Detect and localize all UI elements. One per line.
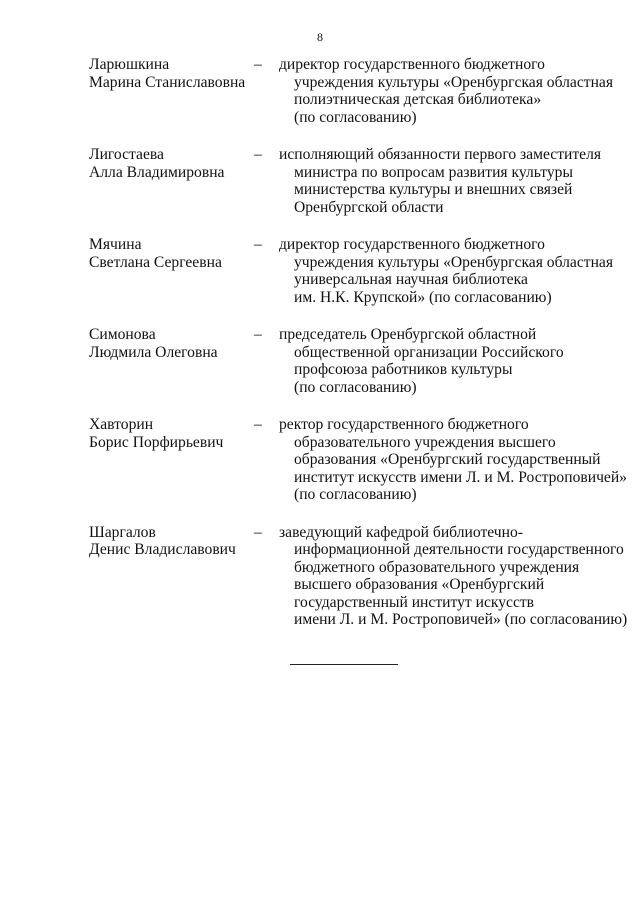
separator-dash: –	[254, 523, 262, 541]
member-role	[279, 56, 619, 126]
member-surname: Симонова	[89, 326, 156, 343]
member-given-names: Светлана Сергеевна	[89, 253, 222, 271]
member-given-names: Борис Порфирьевич	[89, 433, 224, 451]
role-line: информационной деятельности государственного	[294, 541, 624, 558]
separator-dash: –	[254, 236, 262, 253]
separator-dash: –	[254, 326, 262, 343]
member-entry	[89, 326, 619, 396]
member-entry	[89, 236, 619, 306]
member-given-names: Денис Владиславович	[89, 541, 236, 558]
role-line: образовательного учреждения высшего	[294, 433, 556, 451]
separator-dash: –	[254, 56, 262, 73]
member-surname: Мячина	[89, 236, 142, 253]
role-line: учреждения культуры «Оренбургская областная	[294, 73, 614, 91]
member-entry	[89, 146, 619, 216]
role-line: председатель Оренбургской областной	[279, 326, 537, 343]
member-surname: Лигостаева	[89, 146, 164, 163]
role-line: министерства культуры и внешних связей	[294, 181, 573, 198]
member-name	[89, 56, 254, 126]
role-line: им. Н.К. Крупской» (по согласованию)	[294, 288, 552, 306]
member-entry	[89, 56, 619, 126]
role-line: исполняющий обязанности первого заместителя	[279, 146, 602, 163]
role-line: заведующий кафедрой библиотечно-	[279, 523, 523, 541]
end-of-list-rule	[290, 664, 398, 665]
role-line: (по согласованию)	[294, 108, 417, 126]
role-line: (по согласованию)	[294, 378, 417, 396]
member-role	[279, 146, 619, 216]
role-line: Оренбургской области	[294, 198, 444, 216]
page-number: 8	[317, 30, 323, 44]
member-name	[89, 146, 254, 216]
role-line: общественной организации Российского	[294, 343, 564, 361]
role-line: профсоюза работников культуры	[294, 361, 513, 378]
role-line: институт искусств имени Л. и М. Ростроповичей»	[294, 468, 627, 486]
member-name	[89, 326, 254, 396]
member-entry	[89, 416, 627, 504]
member-role	[279, 236, 619, 306]
role-line: универсальная научная библиотека	[294, 271, 528, 288]
role-line: ректор государственного бюджетного	[279, 416, 529, 433]
member-list	[89, 56, 628, 629]
member-name	[89, 416, 254, 504]
member-surname: Хавторин	[89, 416, 154, 433]
member-role	[279, 524, 627, 629]
member-name	[89, 524, 254, 629]
role-line: имени Л. и М. Ростроповичей» (по согласованию)	[294, 611, 628, 628]
member-surname: Шаргалов	[89, 523, 156, 541]
member-entry	[89, 523, 628, 629]
role-line: государственный институт искусств	[294, 593, 535, 611]
role-line: министра по вопросам развития культуры	[294, 163, 573, 181]
separator-dash: –	[254, 416, 262, 433]
separator-dash: –	[254, 146, 262, 163]
member-surname: Ларюшкина	[89, 56, 170, 73]
role-line: учреждения культуры «Оренбургская областная	[294, 253, 614, 271]
role-line: директор государственного бюджетного	[279, 56, 545, 73]
member-given-names: Людмила Олеговна	[89, 343, 218, 361]
member-given-names: Алла Владимировна	[89, 163, 225, 181]
member-role	[279, 416, 627, 504]
role-line: высшего образования «Оренбургский	[294, 576, 545, 593]
role-line: полиэтническая детская библиотека»	[294, 91, 542, 108]
member-given-names: Марина Станиславовна	[89, 73, 246, 91]
role-line: (по согласованию)	[294, 486, 417, 503]
role-line: директор государственного бюджетного	[279, 236, 545, 253]
member-role	[279, 326, 619, 396]
member-name	[89, 236, 254, 306]
role-line: образования «Оренбургский государственный	[294, 451, 601, 468]
role-line: бюджетного образовательного учреждения	[294, 558, 580, 576]
